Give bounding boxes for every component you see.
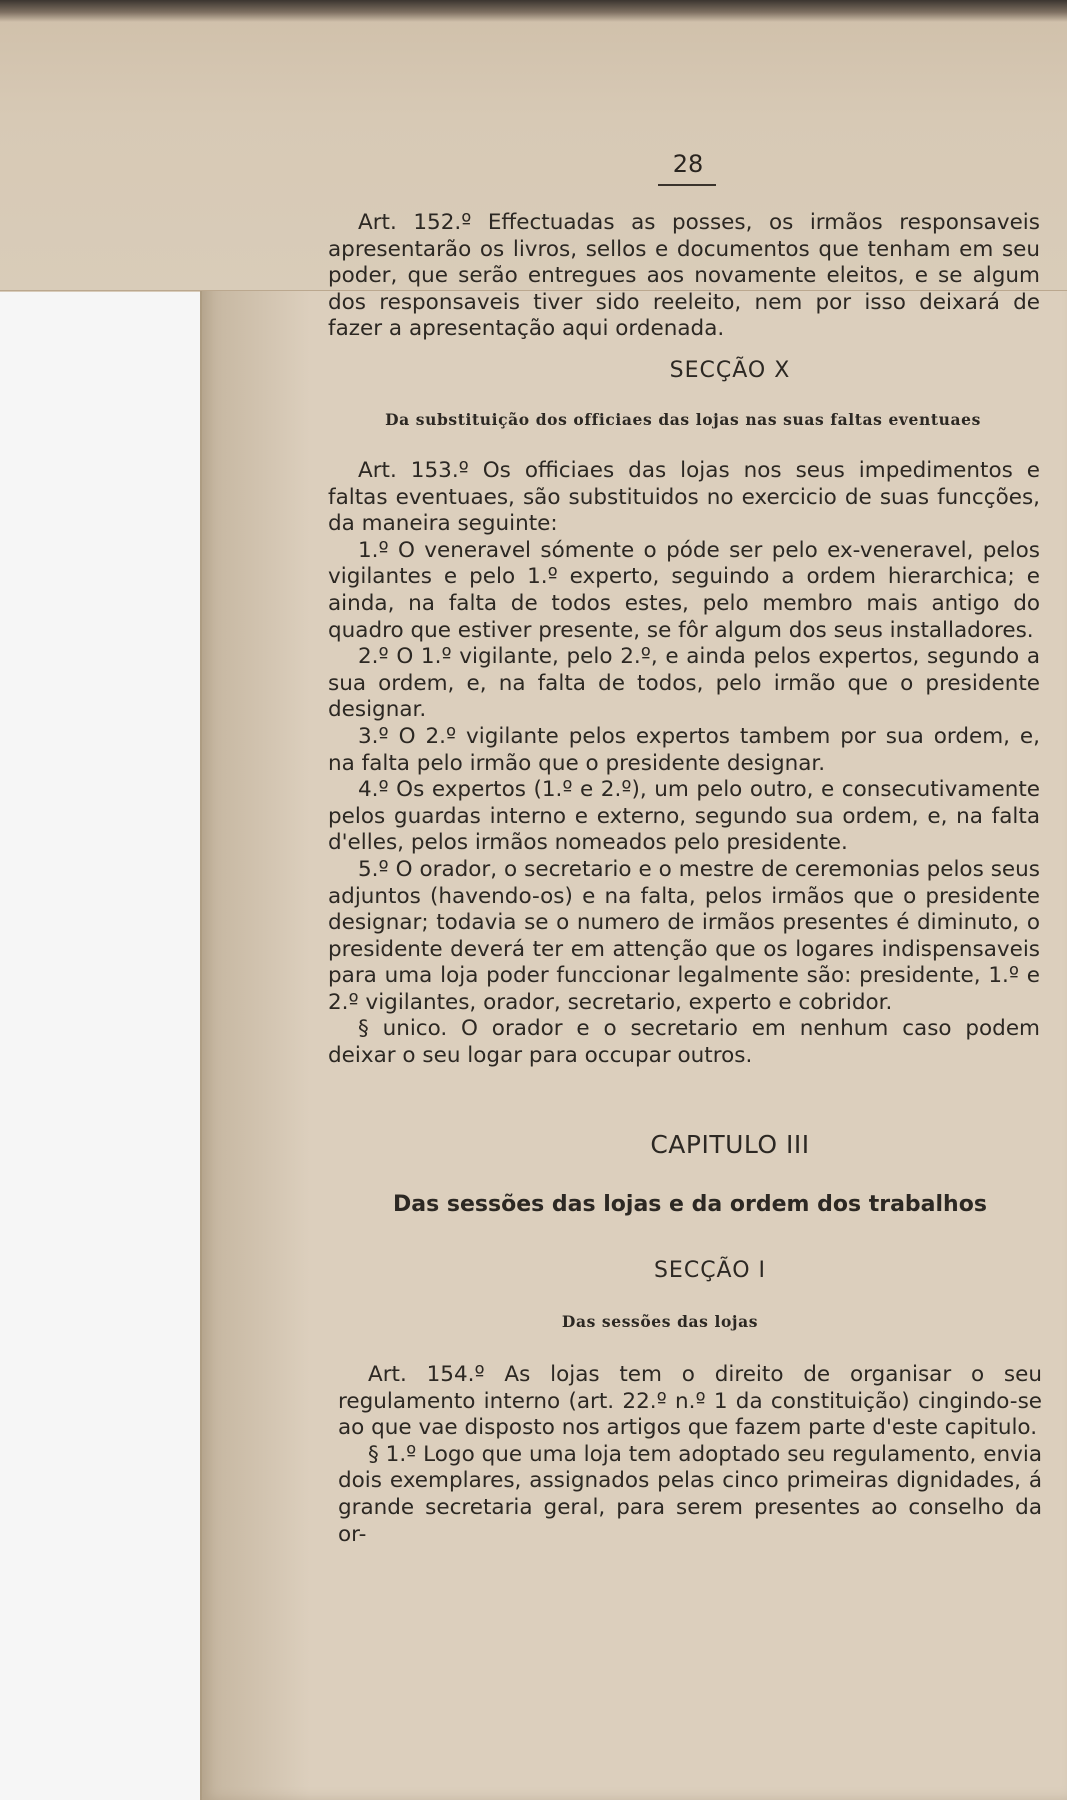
section-i-heading: SECÇÃO I <box>653 1258 767 1283</box>
flap-torn-edge <box>0 0 1067 22</box>
chapter-heading: CAPITULO III <box>650 1130 810 1159</box>
page-number: 28 <box>672 150 704 178</box>
section-i-title: Das sessões das lojas <box>561 1312 759 1331</box>
article-153 <box>328 458 1040 1070</box>
chapter-title: Das sessões das lojas e da ordem dos trabalhos <box>393 1192 987 1217</box>
article-153-item-1: 1.º O veneravel sómente o póde ser pelo ex-veneravel, pelos vigilantes e pelo 1.º experto, seguindo a ordem hierarchica; e ainda, na falta de todos estes, pelo membro mais antigo do quadro que estiver presente, se fôr algum dos seus installadores. <box>328 537 1040 643</box>
article-153-item-4: 4.º Os expertos (1.º e 2.º), um pelo outro, e consecutivamente pelos guardas interno e externo, segundo sua ordem, e, na falta d'elles, pelos irmãos nomeados pelo presidente. <box>328 777 1040 856</box>
section-x-heading: SECÇÃO X <box>669 358 791 383</box>
article-154-paragraph-1: § 1.º Logo que uma loja tem adoptado seu regulamento, envia dois exemplares, assignados pelas cinco primeiras dignidades, á grande secretaria geral, para serem presentes ao conselho da or- <box>338 1441 1042 1547</box>
article-153-item-5: 5.º O orador, o secretario e o mestre de ceremonias pelos seus adjuntos (havendo-os) e na falta, pelos irmãos que o presidente designar; todavia se o numero de irmãos presentes é diminuto, o presidente deverá ter em attenção que os logares indispensaveis para uma loja poder funccionar legalmente são: presidente, 1.º e 2.º vigilantes, orador, secretario, experto e cobridor. <box>328 856 1040 1015</box>
page-number-rule <box>658 184 716 186</box>
article-152-text: Art. 152.º Effectuadas as posses, os irmãos responsaveis apresentarão os livros, sellos e documentos que tenham em seu poder, que serão entregues aos novamente eleitos, e se algum dos responsaveis tiver sido reeleito, nem por isso deixará de fazer a apresentação aqui ordenada. <box>328 210 1040 342</box>
blank-margin <box>0 292 200 1800</box>
article-154 <box>338 1362 1042 1548</box>
article-153-unico: § unico. O orador e o secretario em nenhum caso podem deixar o seu logar para occupar outros. <box>328 1016 1040 1069</box>
article-154-text: Art. 154.º As lojas tem o direito de organisar o seu regulamento interno (art. 22.º n.º 1 da constituição) cingindo-se ao que vae disposto nos artigos que fazem parte d'este capitulo. <box>338 1362 1042 1441</box>
article-153-intro: Art. 153.º Os officiaes das lojas nos seus impedimentos e faltas eventuaes, são substituidos no exercicio de suas funcções, da maneira seguinte: <box>328 458 1040 537</box>
article-153-item-2: 2.º O 1.º vigilante, pelo 2.º, e ainda pelos expertos, segundo a sua ordem, e, na falta de todos, pelo irmão que o presidente designar. <box>328 644 1040 723</box>
section-x-title: Da substituição dos officiaes das lojas nas suas faltas eventuaes <box>385 410 981 429</box>
article-152 <box>328 210 1040 343</box>
page-gutter-shadow <box>200 290 310 1800</box>
article-153-item-3: 3.º O 2.º vigilante pelos expertos tambem por sua ordem, e, na falta pelo irmão que o presidente designar. <box>328 723 1040 776</box>
